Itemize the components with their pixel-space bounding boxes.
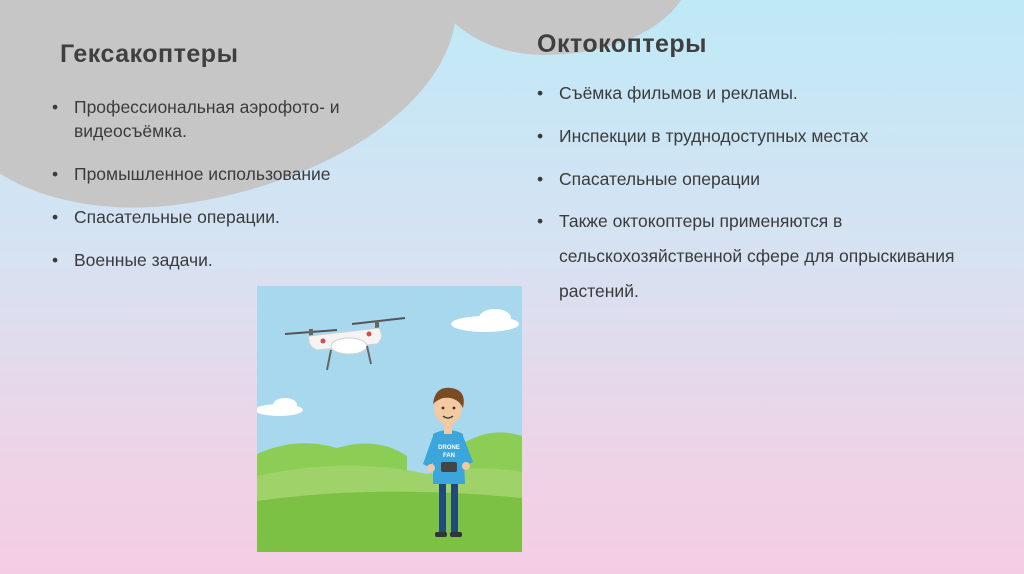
list-item: • Инспекции в труднодоступных местах — [537, 124, 977, 148]
octocopters-column — [537, 30, 977, 328]
shirt-text: FAN — [443, 453, 455, 459]
drone-operator-illustration — [257, 286, 522, 552]
hexacopters-list — [52, 95, 432, 272]
octocopters-list — [537, 81, 977, 309]
list-item: • Съёмка фильмов и рекламы. — [537, 81, 977, 105]
octocopters-title: Октокоптеры — [537, 30, 707, 58]
list-item: • Профессиональная аэрофото- и видеосъёмка. — [52, 95, 432, 143]
drone-scene-image — [257, 286, 522, 552]
list-item: • Спасательные операции. — [52, 205, 432, 229]
list-item: • Также октокоптеры применяются в сельскохозяйственной сфере для опрыскивания растений. — [537, 204, 977, 309]
hexacopters-column — [52, 40, 432, 291]
list-item: • Промышленное использование — [52, 162, 432, 186]
shirt-text: DRONE — [438, 445, 460, 451]
list-item: • Спасательные операции — [537, 167, 977, 191]
hexacopters-title: Гексакоптеры — [60, 40, 239, 68]
list-item: • Военные задачи. — [52, 248, 432, 272]
